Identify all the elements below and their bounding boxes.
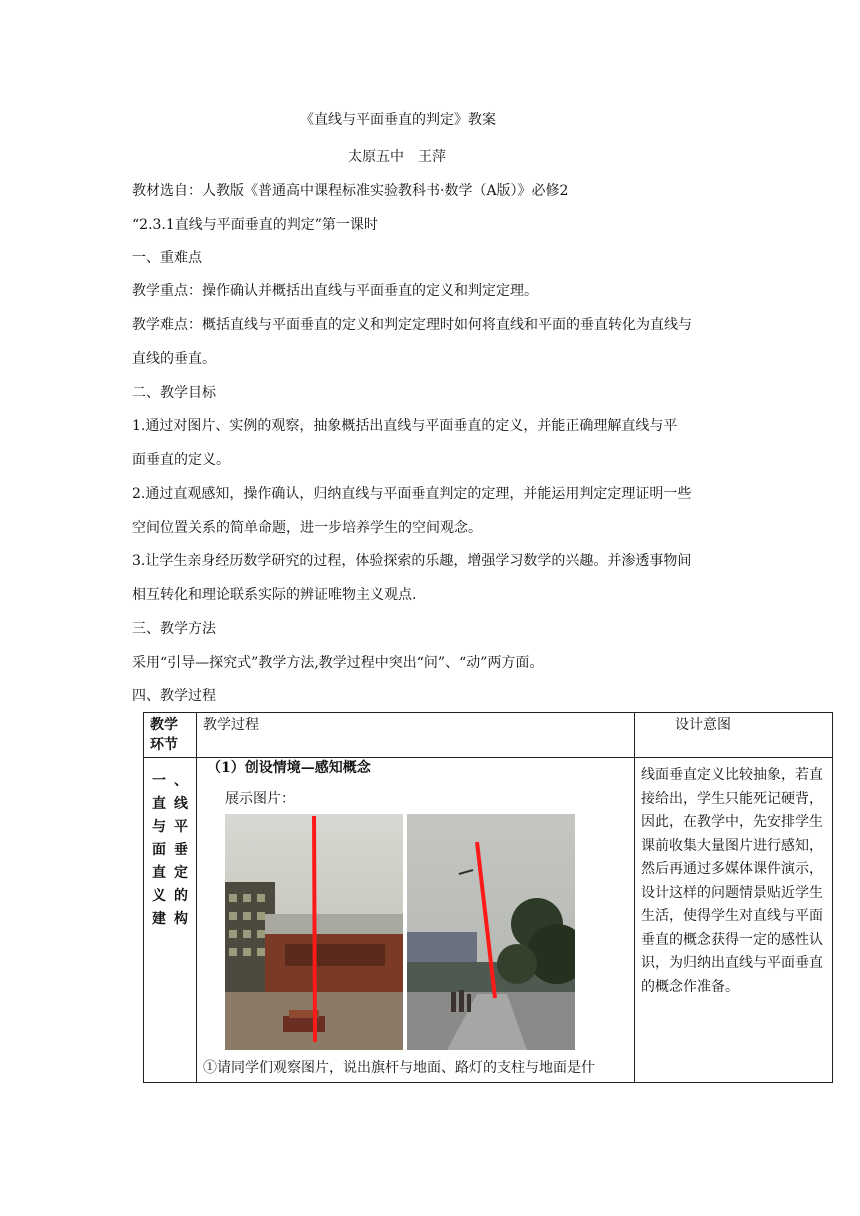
key-point: 教学重点：操作确认并概括出直线与平面垂直的定义和判定定理。 — [132, 283, 538, 299]
header-process-cell — [197, 713, 635, 758]
difficulty-line-2: 直线的垂直。 — [132, 351, 216, 367]
textbook-line: 教材选自：人教版《普通高中课程标准实验教科书·数学（A版）》必修2 — [132, 183, 569, 199]
goal3-line-2: 相互转化和理论联系实际的辨证唯物主义观点. — [132, 587, 417, 603]
goal2-line-1: 2.通过直观感知，操作确认，归纳直线与平面垂直判定的定理，并能运用判定定理证明一些 — [132, 486, 692, 502]
header-intent-cell — [635, 713, 833, 758]
show-pictures-label: 展示图片： — [225, 791, 295, 807]
section2-heading: 二、教学目标 — [132, 385, 216, 401]
intent-text: 线面垂直定义比较抽象，若直接给出，学生只能死记硬背，因此，在教学中，先安排学生课前收集大量图片进行感知，然后再通过多媒体课件演示，设计这样的问题情景贴近学生生活，使得学生对直线与平面垂直的概念获得一定的感性认识，为归纳出直线与平面垂直的概念作准备。 — [641, 767, 823, 995]
photo-area — [197, 814, 634, 1050]
document-title: 《直线与平面垂直的判定》教案 — [300, 112, 496, 128]
difficulty-line-1: 教学难点：概括直线与平面垂直的定义和判定定理时如何将直线和平面的垂直转化为直线与 — [132, 317, 692, 333]
intent-cell — [635, 758, 833, 1083]
table-header-row — [144, 713, 833, 758]
flagpole-photo — [225, 814, 403, 1050]
table-row — [144, 758, 833, 1083]
header-stage-label: 教学环节 — [150, 717, 178, 753]
goal2-line-2: 空间位置关系的简单命题，进一步培养学生的空间观念。 — [132, 520, 482, 536]
author-line: 太原五中 王萍 — [348, 149, 446, 165]
section3-heading: 三、教学方法 — [132, 621, 216, 637]
flagpole-line — [314, 816, 315, 1042]
process-table — [143, 712, 833, 1083]
stage-cell — [144, 758, 197, 1083]
goal1-line-2: 面垂直的定义。 — [132, 452, 230, 468]
sub-heading: （1）创设情境—感知概念 — [207, 760, 371, 776]
header-intent-label: 设计意图 — [675, 717, 731, 733]
streetlight-photo — [407, 814, 575, 1050]
question-text: ①请同学们观察图片，说出旗杆与地面、路灯的支柱与地面是什 — [203, 1060, 595, 1076]
header-process-label: 教学过程 — [203, 717, 259, 733]
process-cell — [197, 758, 635, 1083]
method-text: 采用“引导—探究式”教学方法,教学过程中突出“问”、“动”两方面。 — [132, 655, 544, 671]
lesson-line: “2.3.1直线与平面垂直的判定”第一课时 — [132, 217, 378, 233]
stage-label: 一、直线与平面垂直定义的建构 — [152, 773, 188, 927]
goal3-line-1: 3.让学生亲身经历数学研究的过程，体验探索的乐趣，增强学习数学的兴趣。并渗透事物间 — [132, 553, 692, 569]
goal1-line-1: 1.通过对图片、实例的观察，抽象概括出直线与平面垂直的定义，并能正确理解直线与平 — [132, 418, 678, 434]
section4-heading: 四、教学过程 — [132, 688, 216, 704]
header-stage-cell — [144, 713, 197, 758]
section1-heading: 一、重难点 — [132, 250, 202, 266]
